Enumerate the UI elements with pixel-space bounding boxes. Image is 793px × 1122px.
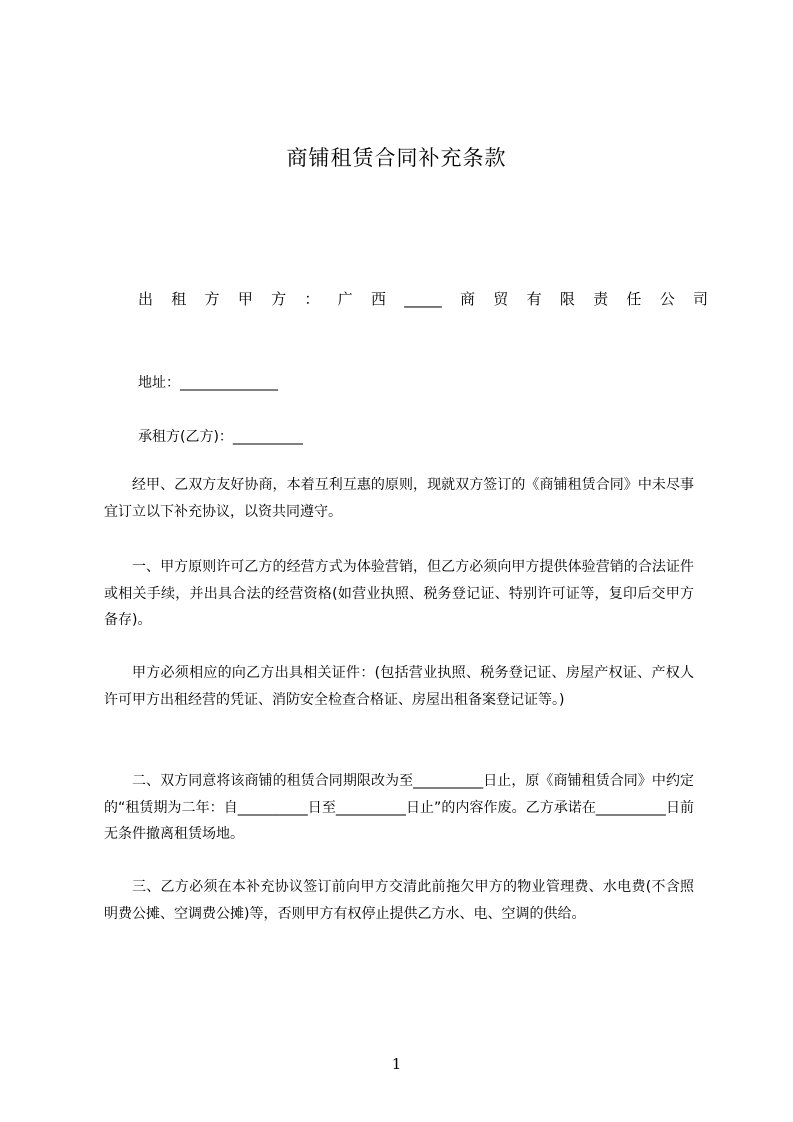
lessor-line: 出租方甲方：广西_____商贸有限责任公司 (138, 290, 708, 308)
intro-paragraph: 经甲、乙双方友好协商，本着互利互惠的原则，现就双方签订的《商铺租赁合同》中未尽事宜订立以下补充协议，以资共同遵守。 (104, 477, 694, 520)
landlord-documents-paragraph: 甲方必须相应的向乙方出具相关证件：(包括营业执照、税务登记证、房屋产权证、产权人许可甲方出租经营的凭证、消防安全检查合格证、房屋出租备案登记证等。) (104, 665, 694, 708)
page-number: 1 (391, 1055, 402, 1073)
document-title: 商铺租赁合同补充条款 (286, 146, 507, 170)
clause-2-paragraph: 二、双方同意将该商铺的租赁合同期限改为至__________日止，原《商铺租赁合同》中约定的“租赁期为二年：自__________日至__________日止”的内容作废。乙方承诺在__________日前无条件撤离租赁场地。 (104, 773, 694, 842)
address-line: 地址：______________ (138, 375, 278, 391)
clause-1-paragraph: 一、甲方原则许可乙方的经营方式为体验营销，但乙方必须向甲方提供体验营销的合法证件或相关手续，并出具合法的经营资格(如营业执照、税务登记证、特别许可证等，复印后交甲方备存)。 (104, 559, 694, 628)
clause-3-paragraph: 三、乙方必须在本补充协议签订前向甲方交清此前拖欠甲方的物业管理费、水电费(不含照明费公摊、空调费公摊)等，否则甲方有权停止提供乙方水、电、空调的供给。 (104, 879, 694, 922)
lessee-line: 承租方(乙方)：__________ (138, 429, 303, 445)
